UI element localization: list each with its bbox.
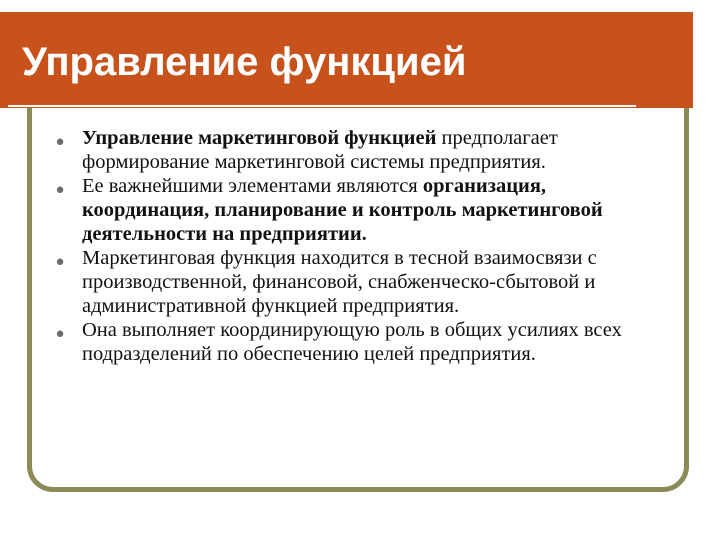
item-1-text: предполагает формирование маркетинговой системы предприятия. bbox=[82, 127, 558, 173]
item-1-bold: Управление маркетинговой функцией bbox=[82, 127, 437, 149]
item-4-text: Она выполняет координирующую роль в общих усилиях всех подразделений по обеспечению целей предприятия. bbox=[82, 319, 622, 365]
bullet-item-4 bbox=[60, 318, 672, 366]
bullet-icon bbox=[52, 250, 68, 274]
bullet-item-2 bbox=[60, 174, 672, 246]
item-2-bold: организация, координация, планирование и контроль маркетинговой деятельности на предприятии. bbox=[82, 175, 603, 245]
title-bar bbox=[0, 12, 693, 108]
bullet-icon bbox=[52, 178, 68, 202]
title-divider bbox=[8, 105, 636, 107]
bullet-list bbox=[60, 126, 672, 366]
bullet-item-1 bbox=[60, 126, 672, 174]
bullet-icon bbox=[52, 130, 68, 154]
slide-title: Управление функцией bbox=[22, 40, 467, 84]
item-2-text: Ее важнейшими элементами являются bbox=[82, 175, 423, 197]
item-3-text: Маркетинговая функция находится в тесной взаимосвязи с производственной, финансовой, снабженческо-сбытовой и административной функцией предприятия. bbox=[82, 247, 597, 317]
bullet-icon bbox=[52, 322, 68, 346]
bullet-item-3 bbox=[60, 246, 672, 318]
